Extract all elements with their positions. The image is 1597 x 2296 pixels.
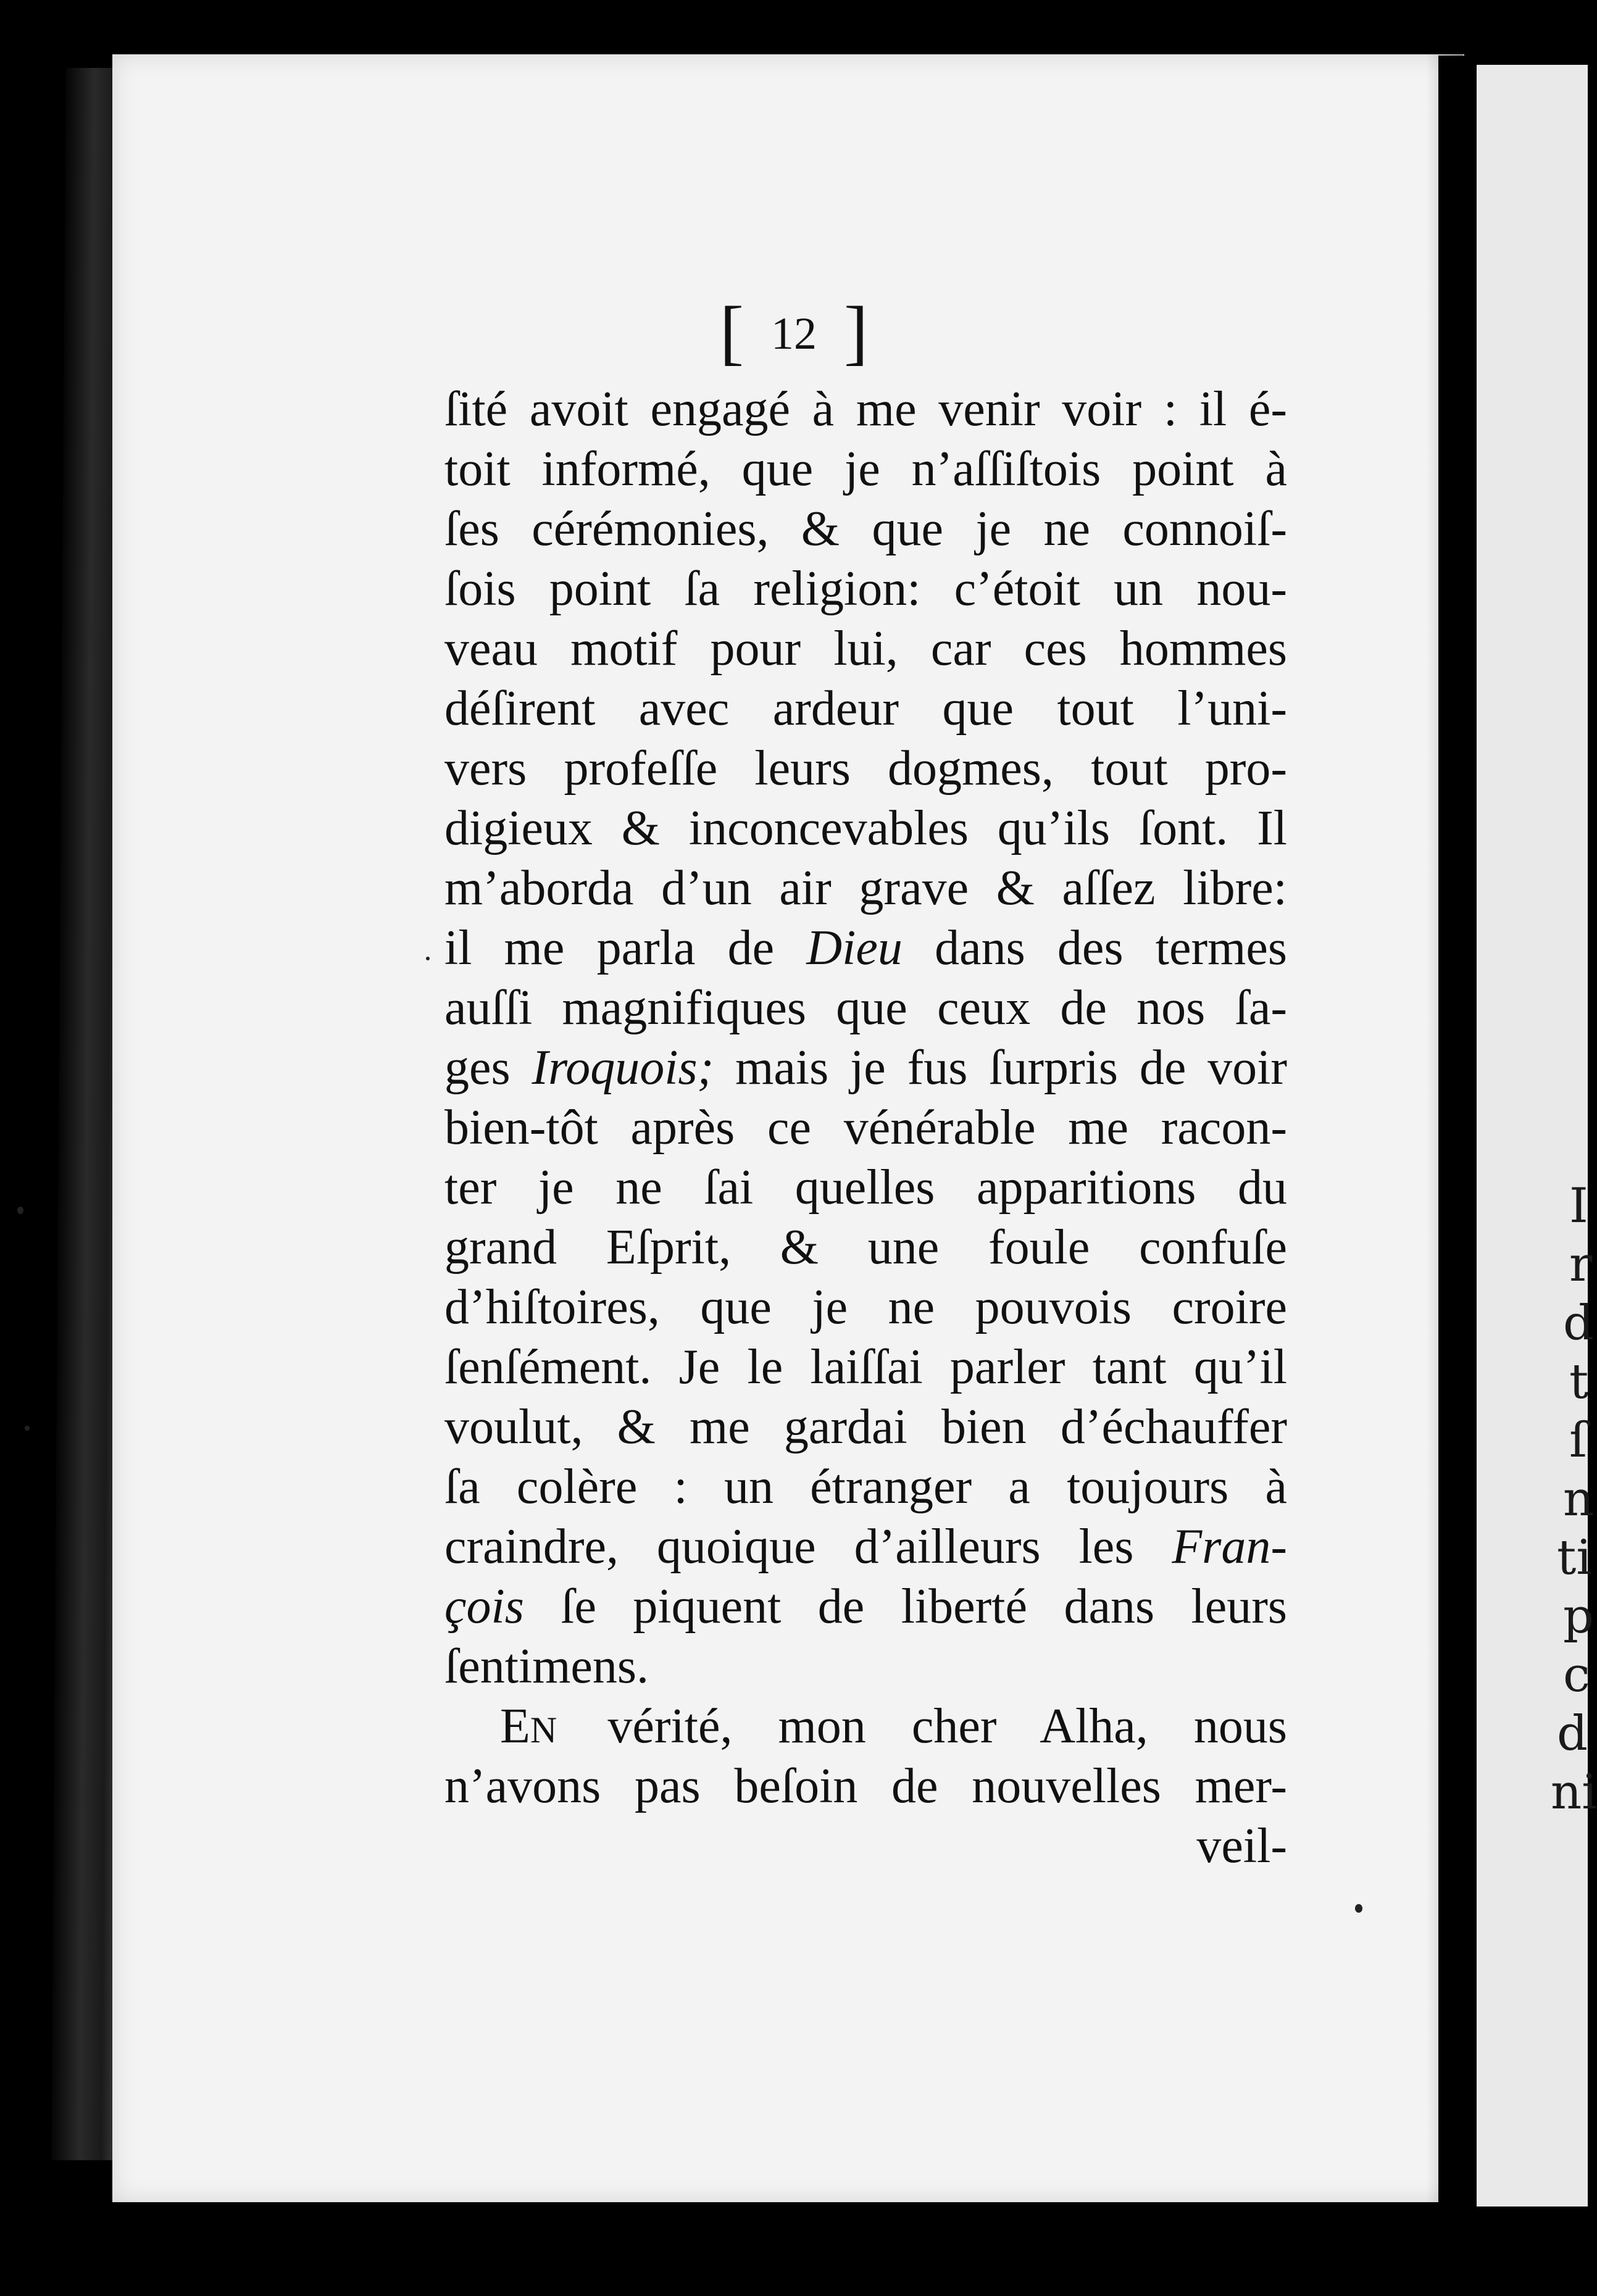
- scan-speck: [25, 1426, 30, 1431]
- scan-speck: [426, 957, 430, 960]
- text-segment: craindre, quoique d’ailleurs les: [444, 1520, 1134, 1574]
- facing-page-fragment: d: [1563, 1296, 1594, 1351]
- text-line: ſois point ſa religion: c’étoit un nou-: [444, 562, 1287, 616]
- text-line: voulut, & me gardai bien d’échauffer: [444, 1400, 1287, 1454]
- text-line: ſa colère : un étranger a toujours à: [444, 1460, 1287, 1514]
- facing-page-fragment: p: [1563, 1589, 1594, 1644]
- catchword: veil-: [1196, 1819, 1287, 1873]
- text-line: déſirent avec ardeur que tout l’uni-: [444, 681, 1287, 736]
- italic-word: çois: [444, 1579, 524, 1634]
- text-line: ſes cérémonies, & que je ne connoiſ-: [444, 502, 1287, 556]
- facing-page-fragment: c: [1563, 1647, 1590, 1703]
- text-line: veau motif pour lui, car ces hommes: [444, 622, 1287, 676]
- header-bracket-close: ]: [844, 291, 869, 372]
- text-line: [444, 1577, 1287, 1637]
- text-line: toit informé, que je n’aſſiſtois point à: [444, 442, 1287, 496]
- text-line: d’hiſtoires, que je ne pouvois croire: [444, 1280, 1287, 1334]
- text-segment: ſe piquent de liberté dans leurs: [561, 1579, 1287, 1634]
- text-segment: il me parla de: [444, 921, 775, 975]
- drop-initial: E: [500, 1699, 530, 1753]
- text-segment: vérité, mon cher Alha, nous: [607, 1699, 1288, 1753]
- text-segment: mais je fus ſurpris de voir: [735, 1041, 1288, 1095]
- text-line: n’avons pas beſoin de nouvelles mer-: [444, 1759, 1287, 1813]
- text-line: [444, 1038, 1287, 1098]
- text-line: ſité avoit engagé à me venir voir : il é-: [444, 382, 1287, 436]
- facing-page-edge: [1477, 65, 1597, 2207]
- text-line: digieux & inconcevables qu’ils ſont. Il: [444, 801, 1287, 855]
- small-cap-letter: N: [530, 1710, 562, 1750]
- page-number: 12: [771, 309, 817, 359]
- book-gutter: [1438, 56, 1478, 2216]
- text-line: auſſi magnifiques que ceux de nos ſa-: [444, 981, 1287, 1035]
- text-line: [444, 1697, 1287, 1757]
- text-segment: dans des termes: [935, 921, 1288, 975]
- text-line: grand Eſprit, & une foule confuſe: [444, 1220, 1287, 1275]
- facing-page-fragment: I: [1569, 1178, 1588, 1234]
- italic-word: Dieu: [806, 921, 903, 975]
- text-segment: ges: [444, 1041, 511, 1095]
- text-line: vers profeſſe leurs dogmes, tout pro-: [444, 741, 1287, 796]
- text-line: [444, 918, 1287, 978]
- facing-page-fragment: r: [1569, 1237, 1593, 1292]
- text-line: ſentimens.: [444, 1639, 649, 1694]
- page-body-text: [444, 380, 1287, 1876]
- page-number-header: [0, 290, 1588, 374]
- facing-page-fragment: ni: [1551, 1765, 1597, 1820]
- scan-speck: [1355, 1904, 1362, 1913]
- facing-page-fragment: ſ: [1569, 1413, 1587, 1468]
- scan-speck: [17, 1207, 23, 1214]
- text-line: ter je ne ſai quelles apparitions du: [444, 1160, 1287, 1215]
- italic-word: Fran-: [1172, 1520, 1287, 1574]
- facing-page-fragment: n: [1563, 1471, 1595, 1527]
- facing-page-fragment: t: [1569, 1354, 1589, 1410]
- text-line: bien-tôt après ce vénérable me racon-: [444, 1100, 1287, 1155]
- header-bracket-open: [: [719, 291, 744, 372]
- text-line: m’aborda d’un air grave & aſſez libre:: [444, 861, 1287, 915]
- text-line: [444, 1517, 1287, 1577]
- facing-page-fragment: d: [1557, 1706, 1588, 1762]
- text-line: ſenſément. Je le laiſſai parler tant qu’il: [444, 1340, 1287, 1394]
- italic-word: Iroquois;: [532, 1041, 714, 1095]
- facing-page-fragment: ti: [1557, 1530, 1592, 1586]
